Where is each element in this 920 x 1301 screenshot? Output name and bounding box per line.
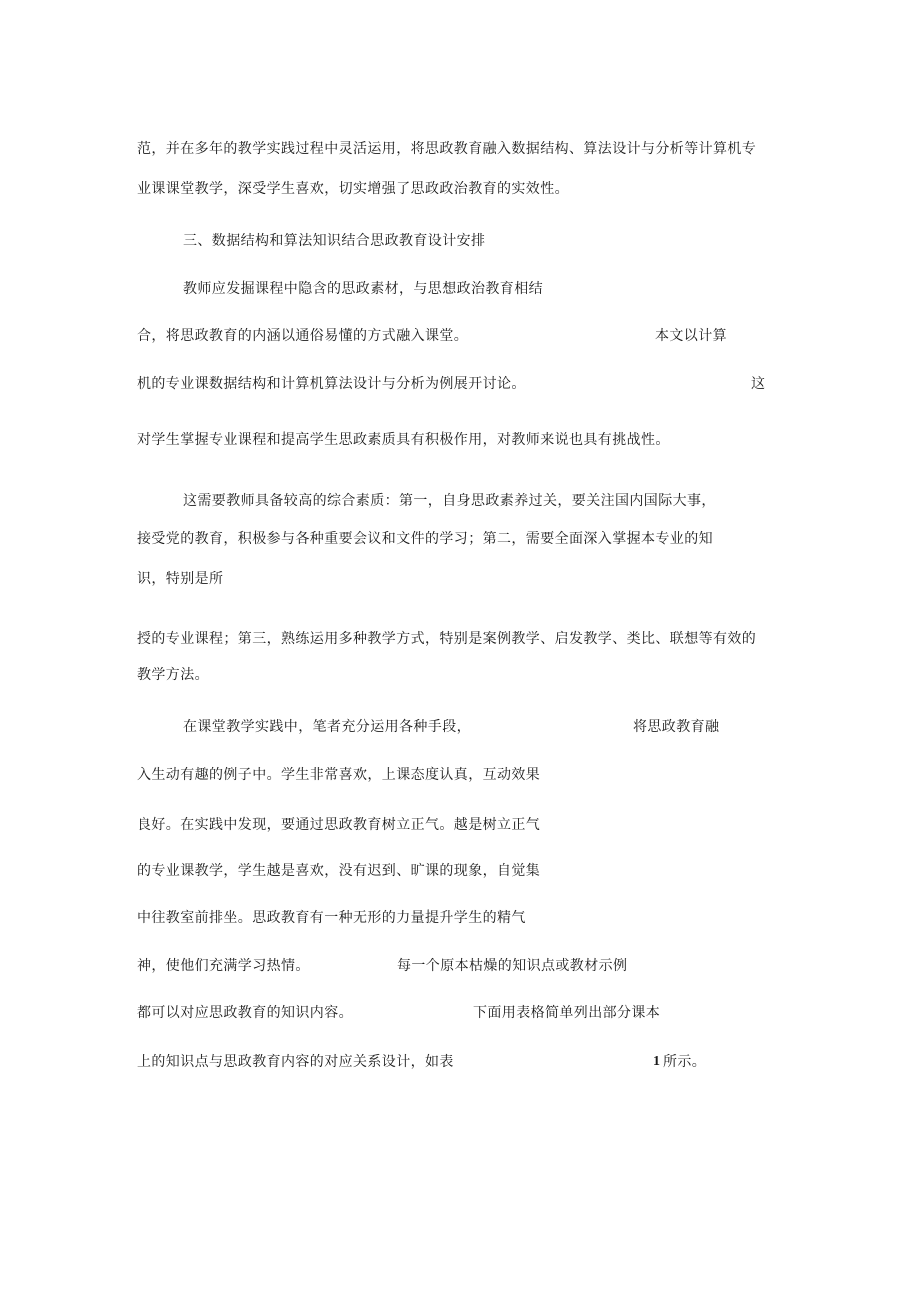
text-line: 机的专业课数据结构和计算机算法设计与分析为例展开讨论。 <box>137 376 526 392</box>
text-line: 将思政教育融 <box>633 719 720 735</box>
section-heading: 三、数据结构和算法知识结合思政教育设计安排 <box>183 233 486 249</box>
text-line: 中往教室前排坐。思政教育有一种无形的力量提升学生的精气 <box>137 910 526 926</box>
text-line: 合，将思政教育的内涵以通俗易懂的方式融入课堂。 <box>137 328 469 344</box>
text-line: 识，特别是所 <box>137 571 224 587</box>
text-line: 业课课堂教学，深受学生喜欢，切实增强了思政政治教育的实效性。 <box>137 181 569 197</box>
text-line: 范，并在多年的教学实践过程中灵活运用，将思政教育融入数据结构、算法设计与分析等计算机专 <box>137 141 757 157</box>
text-line: 教师应发掘课程中隐含的思政素材，与思想政治教育相结 <box>183 281 543 297</box>
text-line: 接受党的教育，积极参与各种重要会议和文件的学习；第二，需要全面深入掌握本专业的知 <box>137 531 713 547</box>
text-line: 这需要教师具备较高的综合素质：第一，自身思政素养过关，要关注国内国际大事， <box>183 493 716 509</box>
text-line: 对学生掌握专业课程和提高学生思政素质具有积极作用，对教师来说也具有挑战性。 <box>137 432 670 448</box>
text-line: 本文以计算 <box>655 328 727 344</box>
text-line: 这 <box>751 376 766 392</box>
text-line: 的专业课教学，学生越是喜欢，没有迟到、旷课的现象，自觉集 <box>137 863 541 879</box>
text-line: 入生动有趣的例子中。学生非常喜欢，上课态度认真，互动效果 <box>137 767 541 783</box>
text-line: 授的专业课程；第三，熟练运用多种教学方式，特别是案例教学、启发教学、类比、联想等有效的 <box>137 631 757 647</box>
text-line: 下面用表格简单列出部分课本 <box>473 1005 661 1021</box>
text-line: 所示。 <box>663 1054 707 1070</box>
text-line: 良好。在实践中发现，要通过思政教育树立正气。越是树立正气 <box>137 817 541 833</box>
text-line: 在课堂教学实践中，笔者充分运用各种手段， <box>183 719 471 735</box>
text-line: 都可以对应思政教育的知识内容。 <box>137 1005 353 1021</box>
text-line: 每一个原本枯燥的知识点或教材示例 <box>397 958 628 974</box>
text-line: 神，使他们充满学习热情。 <box>137 958 310 974</box>
table-reference-number: 1 <box>653 1054 661 1069</box>
text-line: 教学方法。 <box>137 667 209 683</box>
text-line: 上的知识点与思政教育内容的对应关系设计，如表 <box>137 1054 454 1070</box>
